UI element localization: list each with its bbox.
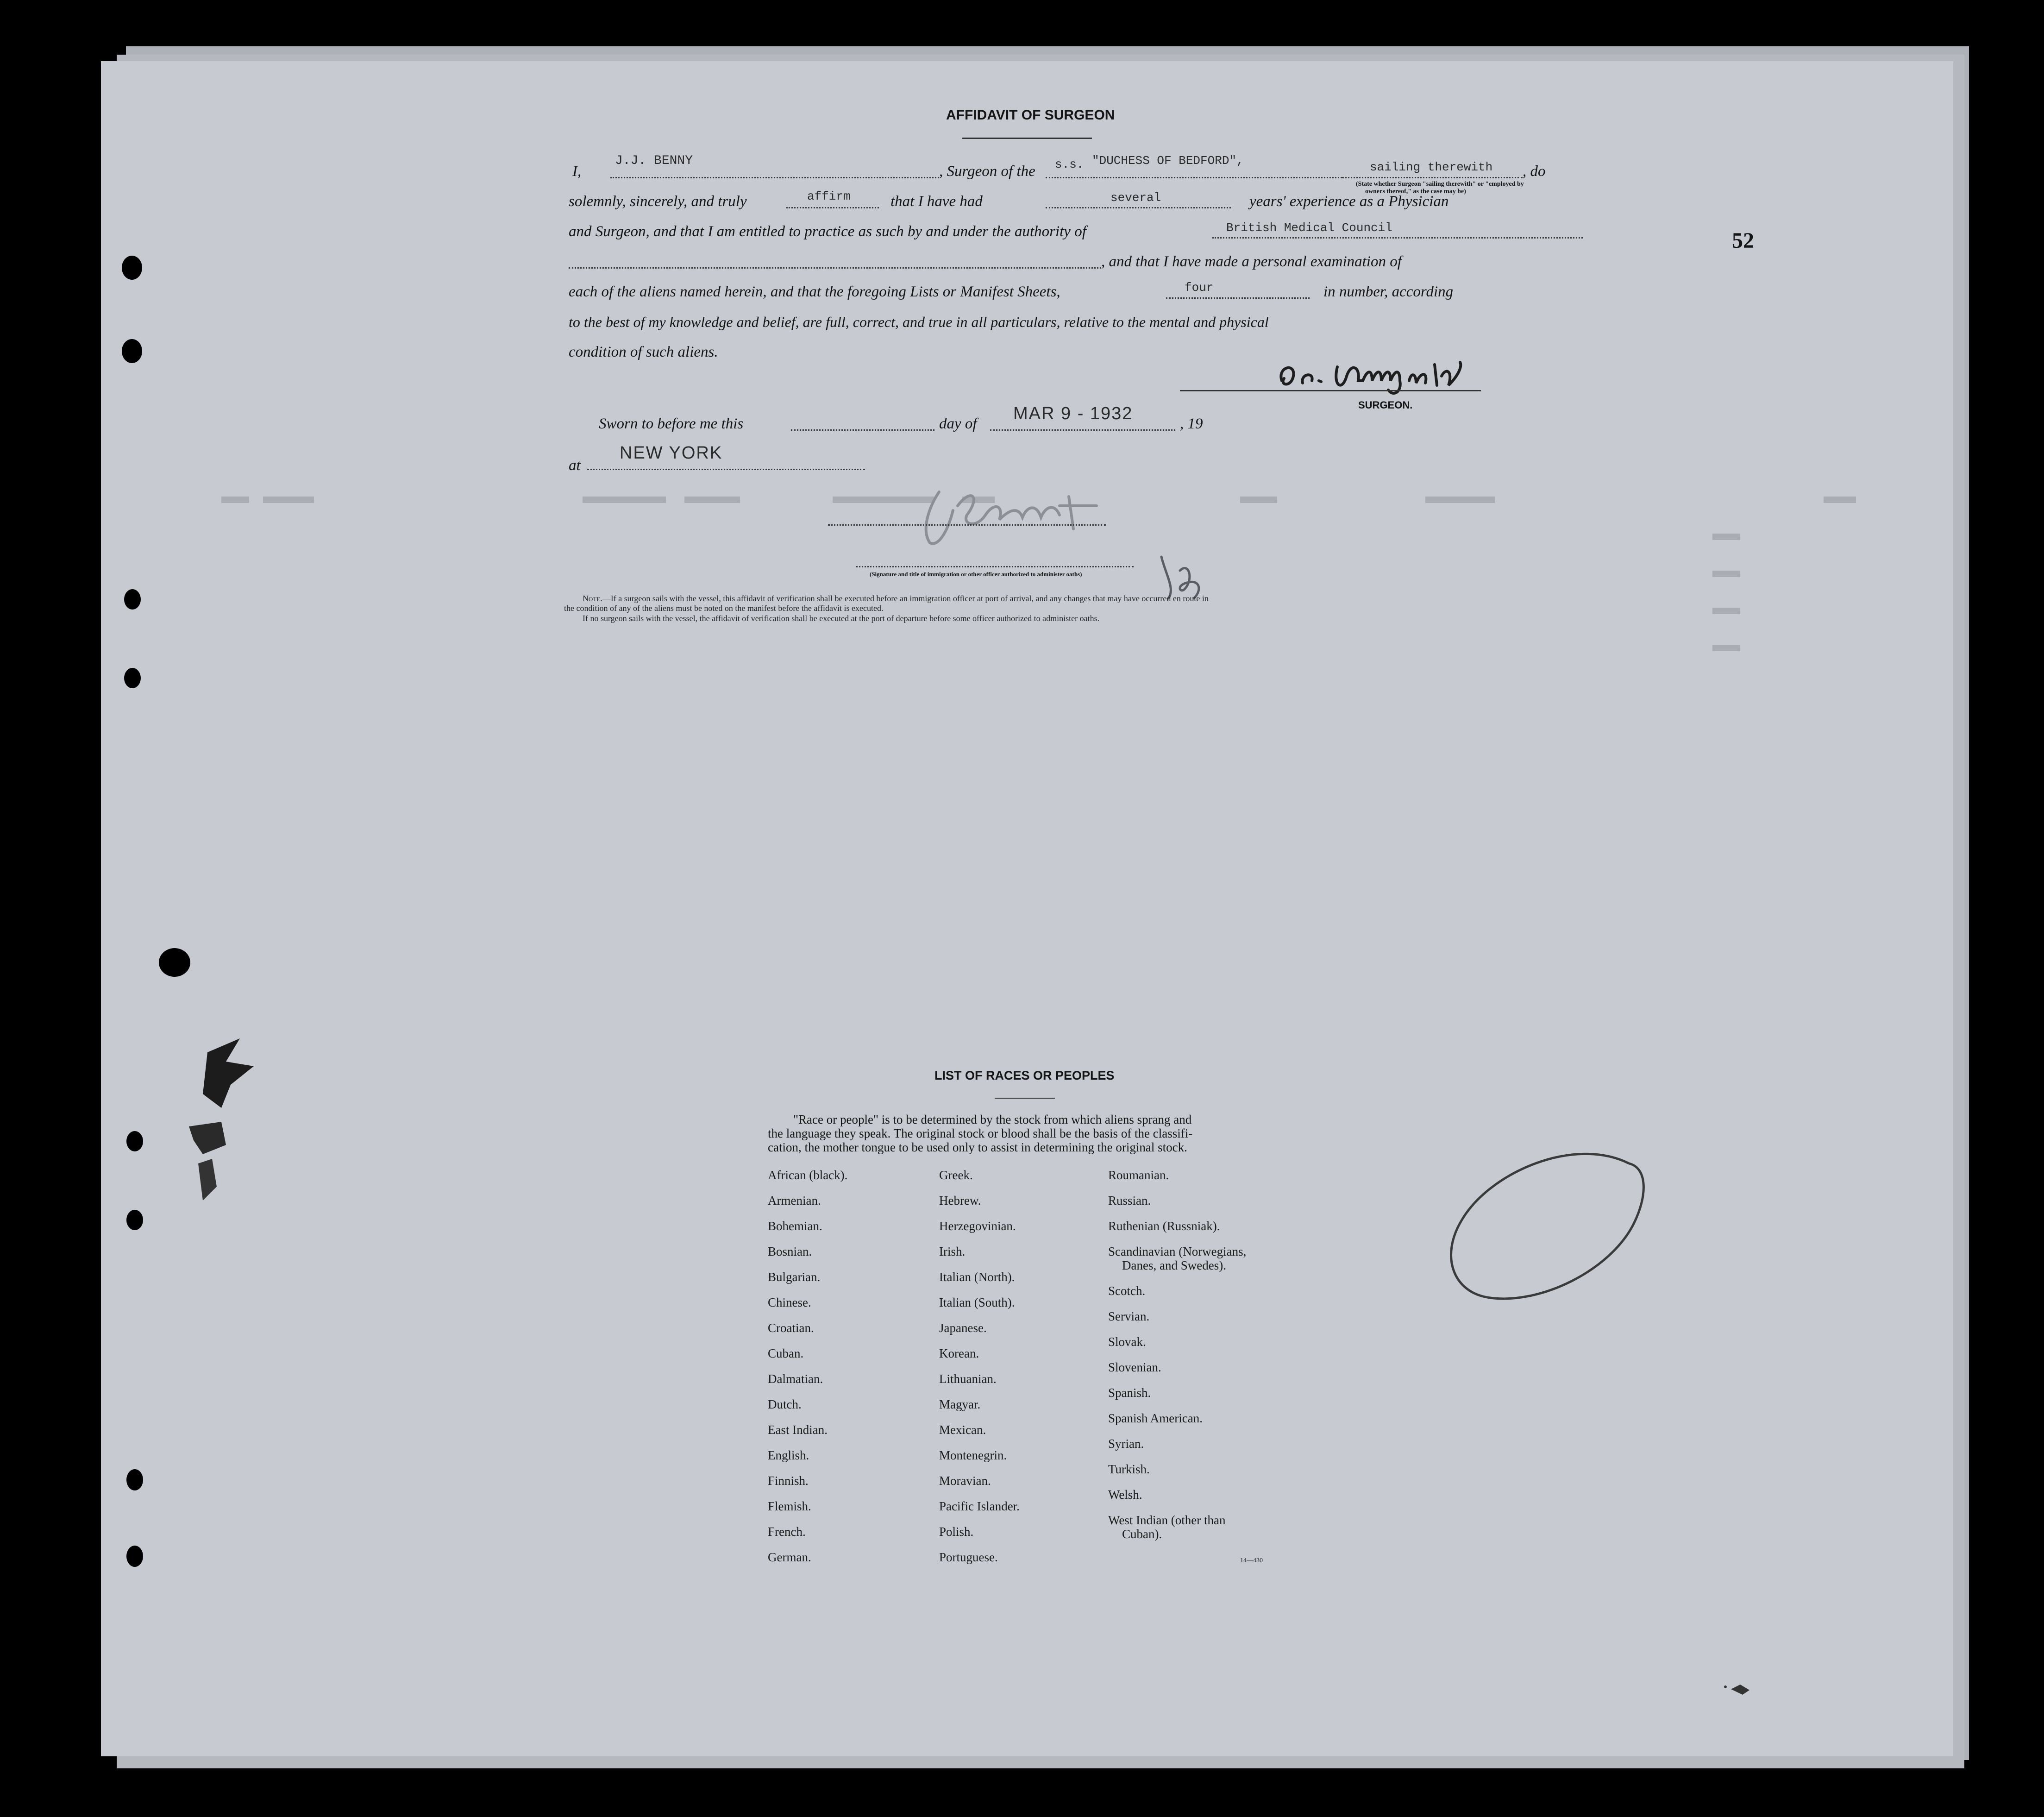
affidavit-line2-prefix: solemnly, sincerely, and truly xyxy=(569,193,747,210)
race-item: Danes, and Swedes). xyxy=(1122,1258,1226,1272)
races-intro-1: "Race or people" is to be determined by the stock from which aliens sprang and xyxy=(793,1113,1192,1126)
race-item: Greek. xyxy=(939,1168,973,1182)
place-stamp: NEW YORK xyxy=(620,443,723,463)
sworn-date-line xyxy=(990,429,1175,431)
officer-caption: (Signature and title of immigration or other officer authorized to administer oaths) xyxy=(870,571,1082,578)
race-item: Korean. xyxy=(939,1346,979,1360)
document-page xyxy=(101,61,1953,1756)
race-item: Spanish. xyxy=(1108,1386,1151,1400)
note-line-1 xyxy=(583,594,1209,604)
punch-hole xyxy=(159,948,190,977)
vessel-line xyxy=(1046,177,1342,178)
sworn-suffix: , 19 xyxy=(1180,415,1203,432)
race-item: West Indian (other than xyxy=(1108,1513,1226,1527)
surgeon-name: J.J. BENNY xyxy=(615,154,693,168)
race-item: Polish. xyxy=(939,1525,974,1539)
punch-hole xyxy=(124,589,141,610)
race-item: English. xyxy=(768,1448,809,1462)
race-item: German. xyxy=(768,1550,811,1564)
authority-line xyxy=(1212,237,1583,239)
race-item: Bohemian. xyxy=(768,1219,822,1233)
years-experience: several xyxy=(1110,191,1161,205)
race-item: Cuban). xyxy=(1122,1527,1162,1541)
vessel-name: "DUCHESS OF BEDFORD", xyxy=(1092,154,1244,168)
page-number: 52 xyxy=(1732,228,1754,253)
form-number: 14—430 xyxy=(1240,1557,1263,1564)
race-item: Dalmatian. xyxy=(768,1372,823,1386)
race-item: Spanish American. xyxy=(1108,1411,1203,1425)
affidavit-line7: condition of such aliens. xyxy=(569,344,718,360)
surgeon-label: SURGEON. xyxy=(1358,399,1413,411)
affidavit-line2-suffix: years' experience as a Physician xyxy=(1249,193,1449,210)
punch-hole xyxy=(124,668,141,688)
race-item: Portuguese. xyxy=(939,1550,998,1564)
at-label: at xyxy=(569,457,581,474)
affirm-line xyxy=(786,207,879,208)
affidavit-line5-suffix: in number, according xyxy=(1323,283,1454,300)
race-item: Scotch. xyxy=(1108,1284,1146,1298)
date-stamp: MAR 9 - 1932 xyxy=(1013,404,1133,423)
race-item: African (black). xyxy=(768,1168,848,1182)
race-item: Syrian. xyxy=(1108,1437,1144,1451)
sworn-day-line xyxy=(791,429,934,431)
race-item: Pacific Islander. xyxy=(939,1499,1020,1513)
affidavit-line3-prefix: and Surgeon, and that I am entitled to practice as such by and under the authority of xyxy=(569,223,1086,240)
race-item: Ruthenian (Russniak). xyxy=(1108,1219,1220,1233)
note-text-1: —If a surgeon sails with the vessel, this affidavit of verification shall be executed before an immigration officer at port of arrival, and any changes that may have occurred en route in xyxy=(602,594,1209,603)
punch-hole xyxy=(122,339,142,363)
race-item: Hebrew. xyxy=(939,1194,981,1207)
affirm-word: affirm xyxy=(807,189,851,203)
affidavit-title: AFFIDAVIT OF SURGEON xyxy=(946,107,1115,123)
ink-stain xyxy=(170,1034,272,1210)
races-title: LIST OF RACES OR PEOPLES xyxy=(934,1069,1115,1082)
sailing-footnote-1: (State whether Surgeon "sailing therewith" or "employed by xyxy=(1356,181,1524,188)
punch-hole xyxy=(122,256,142,280)
race-item: Russian. xyxy=(1108,1194,1151,1207)
race-item: Bosnian. xyxy=(768,1245,812,1258)
race-item: Servian. xyxy=(1108,1309,1150,1323)
race-item: Dutch. xyxy=(768,1397,802,1411)
stray-mark xyxy=(1722,1680,1759,1698)
surgeon-name-line xyxy=(610,177,939,178)
note-lead: Note. xyxy=(583,594,602,603)
affidavit-line1-prefix: I, xyxy=(572,163,582,180)
race-item: Roumanian. xyxy=(1108,1168,1169,1182)
sworn-prefix: Sworn to before me this xyxy=(599,415,744,432)
sheets-count: four xyxy=(1185,281,1214,295)
races-title-rule xyxy=(995,1098,1055,1099)
officer-line-1 xyxy=(828,524,1106,526)
race-item: Bulgarian. xyxy=(768,1270,821,1284)
races-intro-3: cation, the mother tongue to be used only to assist in determining the original stock. xyxy=(768,1140,1187,1154)
note-line-2: the condition of any of the aliens must be noted on the manifest before the affidavit is executed. xyxy=(564,604,884,613)
ss-prefix: s.s. xyxy=(1055,157,1084,171)
race-item: Italian (South). xyxy=(939,1295,1015,1309)
race-item: Magyar. xyxy=(939,1397,981,1411)
blank-line xyxy=(569,267,1101,269)
race-item: Chinese. xyxy=(768,1295,811,1309)
oval-mark xyxy=(1435,1140,1675,1335)
race-item: Finnish. xyxy=(768,1474,809,1488)
race-item: Flemish. xyxy=(768,1499,811,1513)
race-item: French. xyxy=(768,1525,806,1539)
race-item: Montenegrin. xyxy=(939,1448,1007,1462)
affidavit-line6: to the best of my knowledge and belief, are full, correct, and true in all particulars, relative to the mental and physical xyxy=(569,314,1269,330)
race-item: Italian (North). xyxy=(939,1270,1015,1284)
punch-hole xyxy=(126,1546,143,1567)
race-item: Lithuanian. xyxy=(939,1372,997,1386)
race-item: Moravian. xyxy=(939,1474,991,1488)
race-item: Scandinavian (Norwegians, xyxy=(1108,1245,1247,1258)
race-item: Armenian. xyxy=(768,1194,821,1207)
affidavit-line5-prefix: each of the aliens named herein, and that the foregoing Lists or Manifest Sheets, xyxy=(569,283,1060,300)
bleed-through-right xyxy=(1703,534,1796,682)
note-line-3: If no surgeon sails with the vessel, the affidavit of verification shall be executed at the port of departure before some officer authorized to administer oaths. xyxy=(583,614,1100,623)
officer-line-2 xyxy=(856,566,1134,567)
surgeon-signature xyxy=(1268,348,1555,399)
punch-hole xyxy=(126,1210,143,1230)
authority: British Medical Council xyxy=(1226,221,1392,235)
sworn-mid: day of xyxy=(939,415,977,432)
affidavit-line1-mid: , Surgeon of the xyxy=(939,163,1035,180)
race-item: Welsh. xyxy=(1108,1488,1142,1502)
signature-rule xyxy=(1180,390,1481,391)
place-line xyxy=(587,469,865,470)
sheets-line xyxy=(1166,297,1310,299)
race-item: Croatian. xyxy=(768,1321,814,1335)
race-item: Slovak. xyxy=(1108,1335,1146,1349)
race-item: Mexican. xyxy=(939,1423,986,1437)
races-intro-2: the language they speak. The original stock or blood shall be the basis of the classifi- xyxy=(768,1126,1193,1140)
race-item: Cuban. xyxy=(768,1346,804,1360)
race-item: Japanese. xyxy=(939,1321,987,1335)
years-line xyxy=(1046,207,1231,208)
race-item: Irish. xyxy=(939,1245,966,1258)
affidavit-line2-mid: that I have had xyxy=(890,193,983,210)
affidavit-line1-suffix: , do xyxy=(1523,163,1546,180)
title-rule xyxy=(962,138,1092,139)
punch-hole xyxy=(126,1469,143,1490)
punch-hole xyxy=(126,1131,143,1151)
race-item: Herzegovinian. xyxy=(939,1219,1016,1233)
race-item: Slovenian. xyxy=(1108,1360,1161,1374)
race-item: East Indian. xyxy=(768,1423,828,1437)
race-item: Turkish. xyxy=(1108,1462,1150,1476)
sailing-status: sailing therewith xyxy=(1370,160,1493,174)
sailing-line xyxy=(1342,177,1523,178)
affidavit-line4: , and that I have made a personal examination of xyxy=(1101,253,1402,270)
sailing-footnote-2: owners thereof," as the case may be) xyxy=(1365,188,1466,195)
